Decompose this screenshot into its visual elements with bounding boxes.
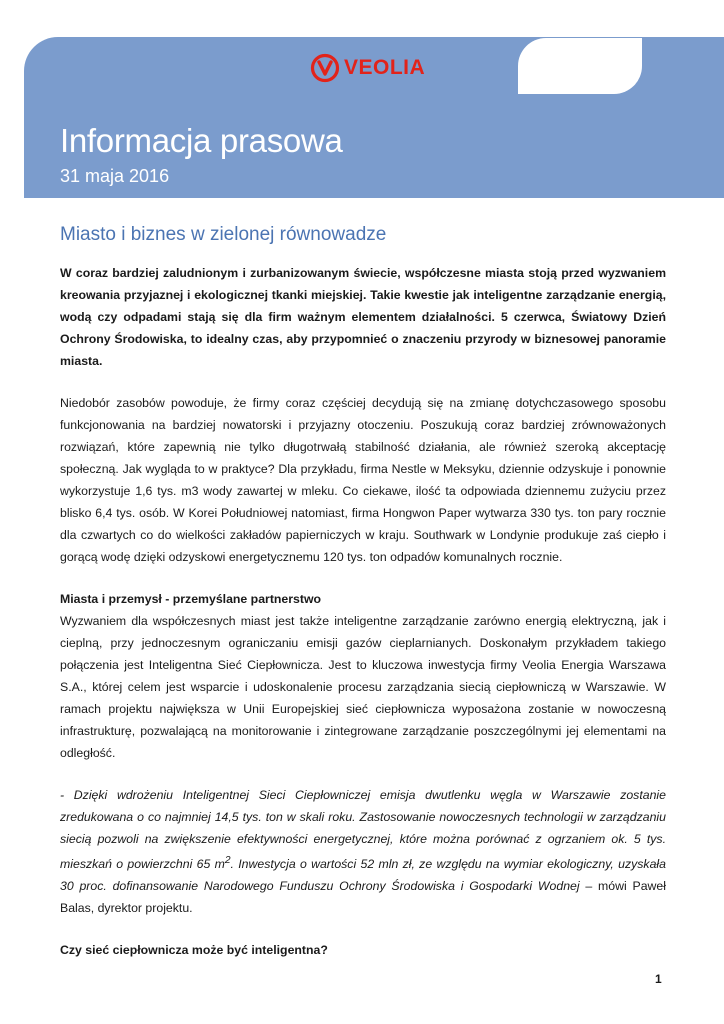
lead-paragraph: W coraz bardziej zaludnionym i zurbanizowanym świecie, współczesne miasta stoją przed wyzwaniem kreowania przyjaznej i ekologicznej tkanki miejskiej. Takie kwestie jak inteligentne zarządzanie energią, wodą czy odpadami stają się dla firm ważnym elementem działalności. 5 czerwca, Światowy Dzień Ochrony Środowiska, to idealny czas, aby przypomnieć o znaczeniu przyrody w biznesowej panoramie miasta.	[60, 266, 666, 368]
quote-attribution: – mówi Paweł Balas, dyrektor projektu.	[60, 879, 666, 916]
logo-badge	[518, 38, 642, 94]
body-paragraph: Wyzwaniem dla współczesnych miast jest także inteligentne zarządzanie zarówno energią elektryczną, jak i cieplną, przy jednoczesnym ograniczaniu emisji gazów cieplarnianych. Doskonałym przykładem takiego połączenia jest Inteligentna Sieć Ciepłownicza. Jest to kluczowa inwestycja firmy Veolia Energia Warszawa S.A., której celem jest wsparcie i udoskonalenie procesu zarządzania siecią ciepłowniczą w Warszawie. W ramach projektu największa w Unii Europejskiej sieć ciepłownicza wyposażona zostanie w nowoczesną infrastrukturę, pozwalającą na monitorowanie i zintegrowane zarządzanie poszczególnymi jej elementami na odległość.	[60, 614, 666, 760]
section-heading: Czy sieć ciepłownicza może być inteligentna?	[60, 943, 328, 958]
page-number: 1	[655, 972, 662, 986]
logo-wordmark: VEOLIA	[344, 56, 426, 79]
page-title: Informacja prasowa	[60, 122, 343, 159]
release-date: 31 maja 2016	[60, 166, 170, 186]
veolia-logo-icon	[310, 53, 340, 83]
section-heading: Miasta i przemysł - przemyślane partnerstwo	[60, 592, 322, 606]
body-paragraph: Niedobór zasobów powoduje, że firmy coraz częściej decydują się na zmianę dotychczasowego sposobu funkcjonowania na bardziej nowatorski i przyjazny otoczeniu. Poszukują coraz bardziej zrównoważonych rozwiązań, które zapewnią nie tylko długotrwałą stabilność działania, ale również szeroką akceptację społeczną. Jak wygląda to w praktyce? Dla przykładu, firma Nestle w Meksyku, dziennie odzyskuje i ponownie wykorzystuje 1,6 tys. m3 wody zawartej w mleku. Co ciekawe, ilość ta odpowiada dziennemu zużyciu przez blisko 6,4 tys. osób. W Korei Południowej natomiast, firma Hongwon Paper wytwarza 330 tys. ton pary rocznie dla czwartych co do wielkości zakładów papierniczych w kraju. Southwark w Londynie produkuje zaś ciepło i gorącą wodę dzięki odzyskowi energetycznemu 120 tys. ton odpadów komunalnych rocznie.	[60, 396, 666, 564]
article-body	[60, 262, 666, 961]
quote-superscript: 2	[224, 855, 231, 866]
veolia-logo	[310, 52, 425, 84]
quote-text: - Dzięki wdrożeniu Inteligentnej Sieci Ciepłowniczej emisja dwutlenku węgla w Warszawie zostanie zredukowana o co najmniej 14,5 tys. ton w skali roku. Zastosowanie nowoczesnych technologii w zarządzaniu siecią pozwoli na zwiększenie efektywności energetycznej, które można porównać z ogrzaniem ok. 5 tys. mieszkań o powierzchni 65 m	[60, 788, 666, 872]
quote-text-continued: . Inwestycja o wartości 52 mln zł, ze względu na wymiar ekologiczny, uzyskała 30 proc. dofinansowanie Narodowego Funduszu Ochrony Środowiska i Gospodarki Wodnej	[60, 857, 666, 894]
quote-paragraph	[60, 784, 666, 919]
article-subtitle: Miasto i biznes w zielonej równowadze	[60, 224, 387, 245]
